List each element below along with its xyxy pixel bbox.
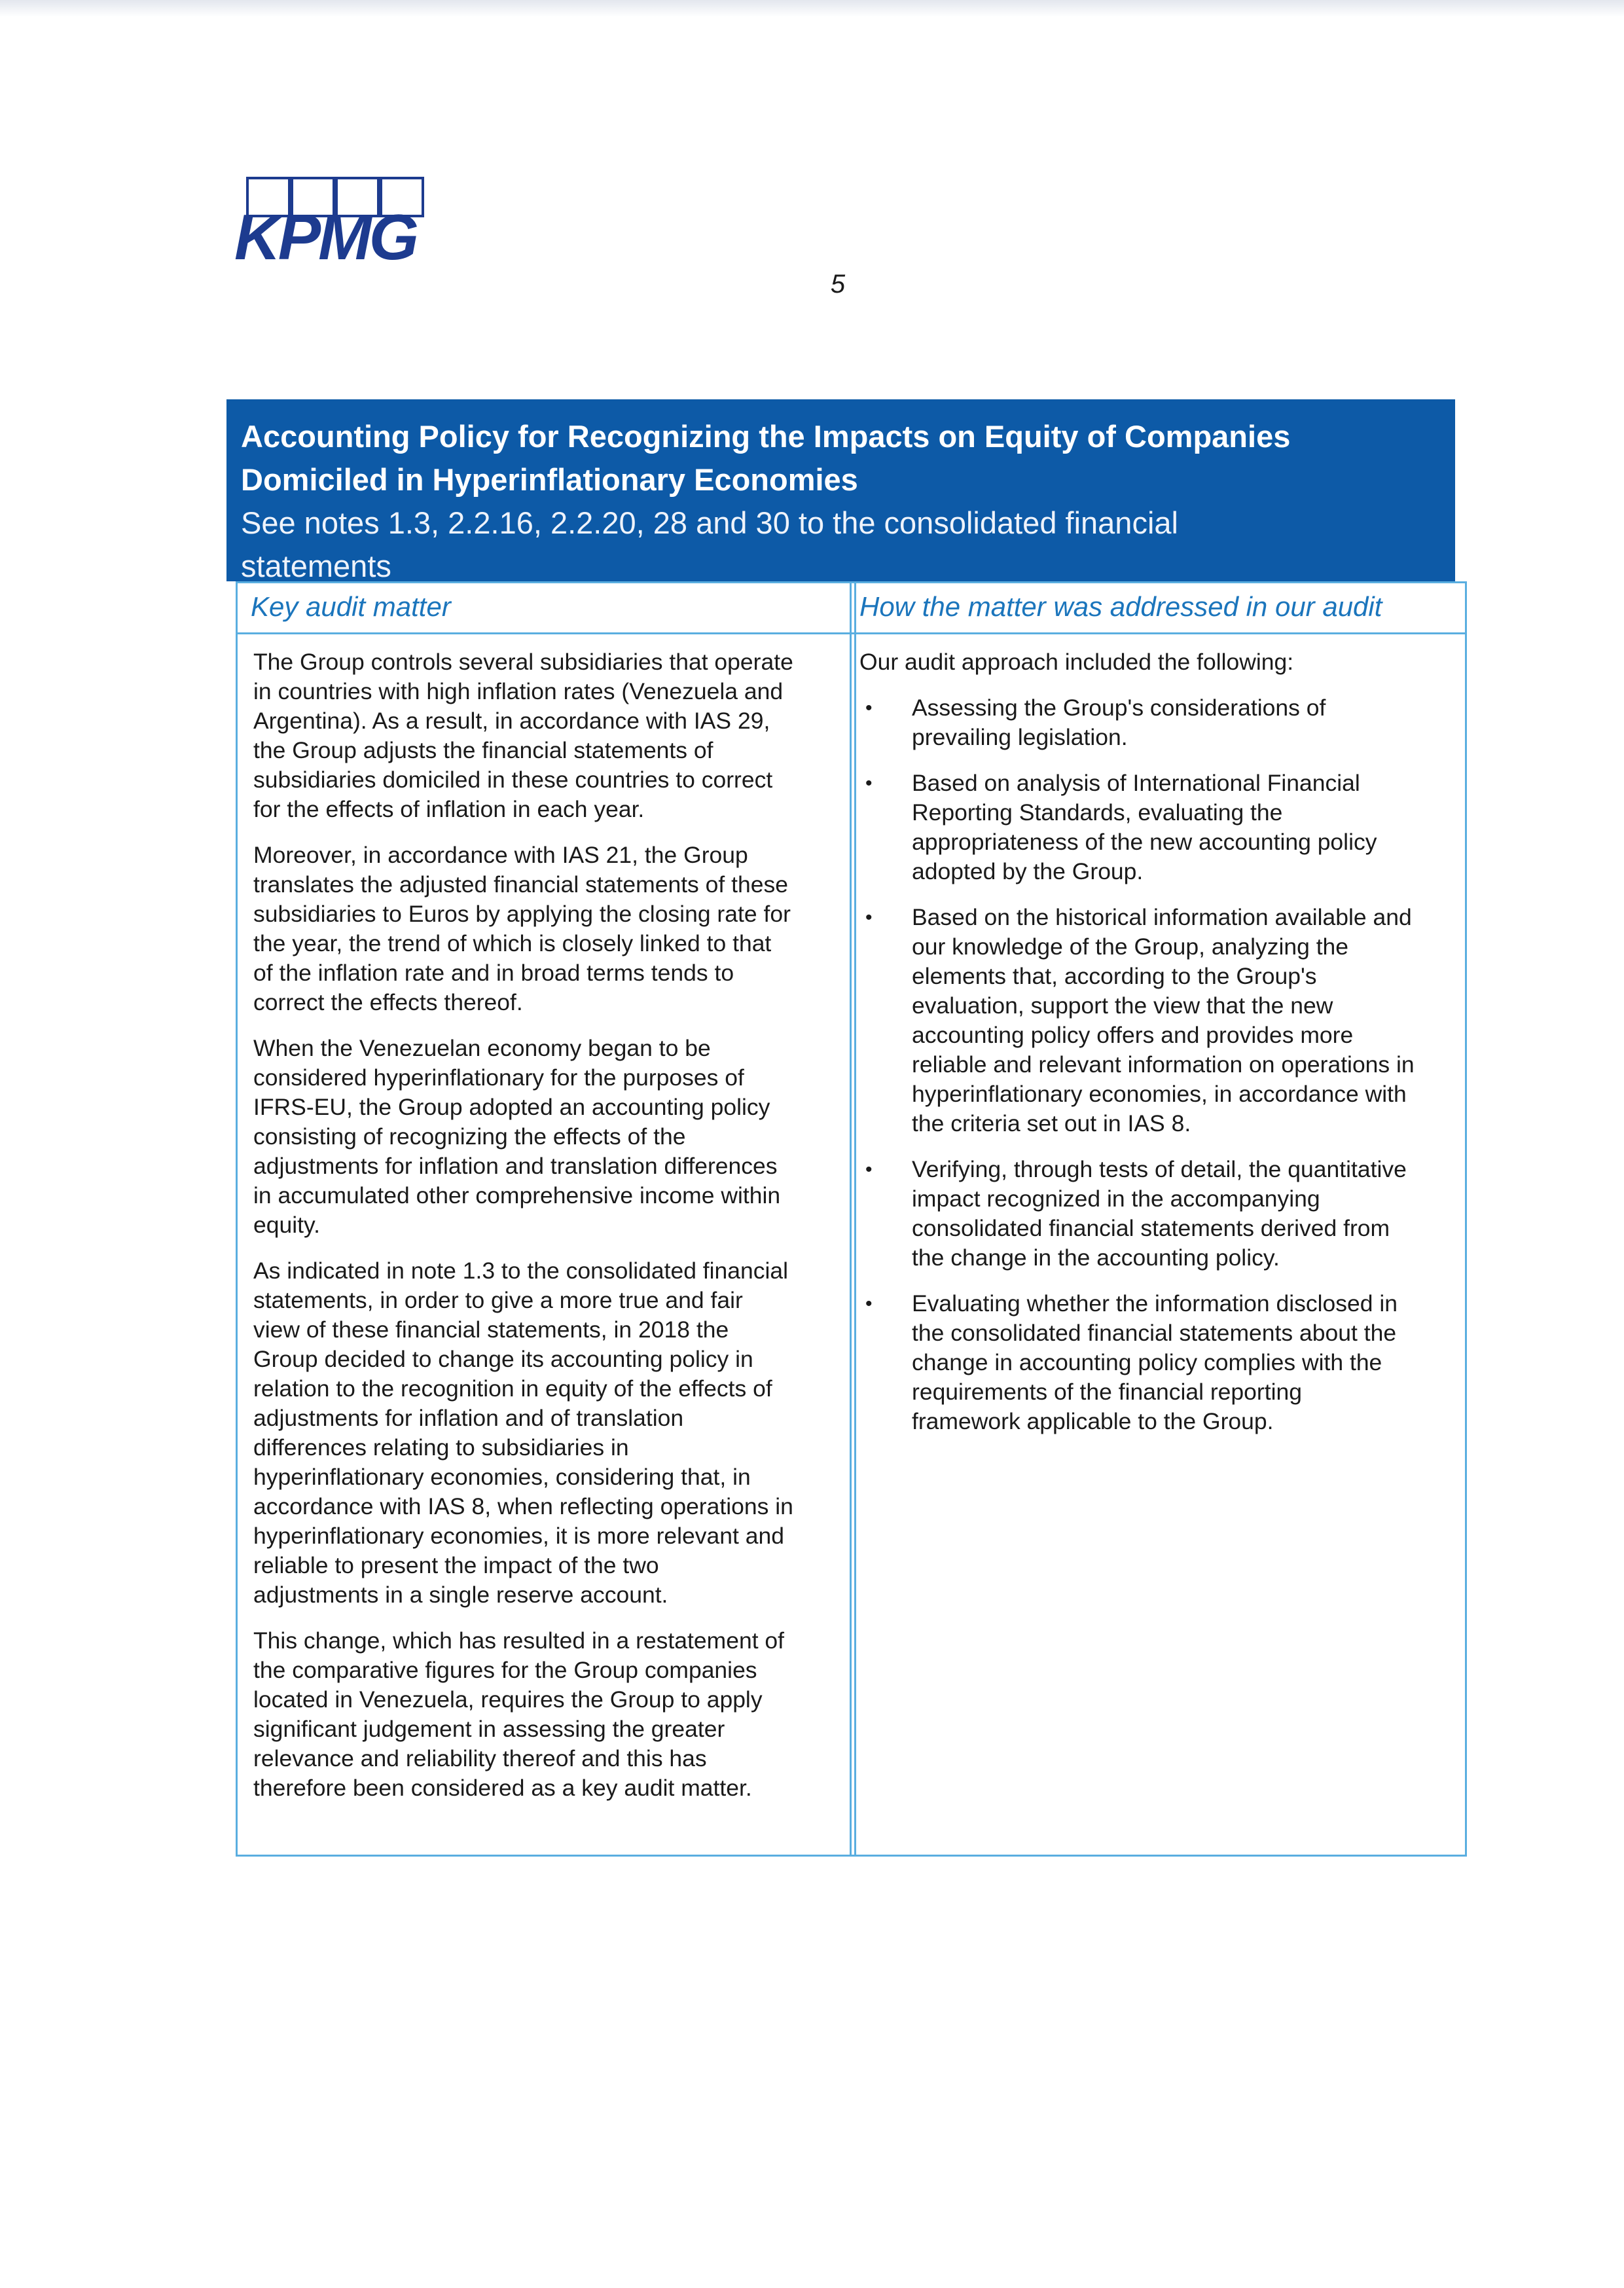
section-banner: [226, 399, 1455, 581]
text-line: in countries with high inflation rates (Venezuela and: [253, 678, 784, 704]
text-line: reliable to present the impact of the two: [253, 1552, 659, 1578]
text-line: equity.: [253, 1212, 320, 1238]
banner-subtitle-line: statements: [241, 549, 391, 583]
kpmg-logo: [234, 175, 444, 267]
audit-procedure-item: [859, 693, 1456, 752]
key-audit-matter-paragraph: [253, 1626, 840, 1803]
text-line: significant judgement in assessing the greater: [253, 1716, 725, 1742]
key-audit-matter-paragraph: [253, 841, 840, 1017]
audit-response-header: How the matter was addressed in our audit: [852, 583, 1465, 634]
text-line: Reporting Standards, evaluating the: [912, 799, 1283, 826]
text-line: relation to the recognition in equity of the effects of: [253, 1375, 772, 1402]
scan-top-edge: [0, 0, 1624, 17]
audit-response-body: [852, 634, 1465, 1436]
text-line: adopted by the Group.: [912, 858, 1144, 884]
text-line: our knowledge of the Group, analyzing the: [912, 934, 1349, 960]
text-line: considered hyperinflationary for the purposes of: [253, 1064, 744, 1091]
bullet-icon: •: [865, 1293, 873, 1315]
audit-procedures-list: [859, 693, 1456, 1436]
text-line: Moreover, in accordance with IAS 21, the Group: [253, 842, 748, 868]
text-line: differences relating to subsidiaries in: [253, 1434, 629, 1461]
text-line: the year, the trend of which is closely linked to that: [253, 930, 772, 956]
text-line: Group decided to change its accounting policy in: [253, 1346, 753, 1372]
text-line: Verifying, through tests of detail, the quantitative: [912, 1156, 1407, 1182]
text-line: Argentina). As a result, in accordance with IAS 29,: [253, 708, 770, 734]
text-line: adjustments for inflation and translation differences: [253, 1153, 778, 1179]
banner-subtitle-line: See notes 1.3, 2.2.16, 2.2.20, 28 and 30 to the consolidated financial: [241, 505, 1178, 540]
audit-procedure-item: [859, 1289, 1456, 1436]
text-line: When the Venezuelan economy began to be: [253, 1035, 711, 1061]
text-line: the comparative figures for the Group companies: [253, 1657, 757, 1683]
key-audit-matter-body: [238, 634, 854, 1803]
kpmg-logo-icon: [234, 175, 444, 267]
text-line: hyperinflationary economies, it is more relevant and: [253, 1523, 784, 1549]
text-line: appropriateness of the new accounting policy: [912, 829, 1377, 855]
text-line: change in accounting policy complies with the: [912, 1349, 1382, 1375]
key-audit-matter-paragraph: [253, 1034, 840, 1240]
text-line: accounting policy offers and provides more: [912, 1022, 1354, 1048]
text-line: evaluation, support the view that the new: [912, 992, 1333, 1019]
text-line: translates the adjusted financial statements of these: [253, 871, 788, 898]
text-line: hyperinflationary economies, considering that, in: [253, 1464, 751, 1490]
text-line: consolidated financial statements derived from: [912, 1215, 1390, 1241]
audit-approach-intro: Our audit approach included the following:: [859, 649, 1294, 675]
text-line: reliable and relevant information on operations in: [912, 1051, 1415, 1078]
text-line: Based on analysis of International Financial: [912, 770, 1360, 796]
text-line: relevance and reliability thereof and this has: [253, 1745, 707, 1771]
audit-procedure-item: [859, 769, 1456, 886]
text-line: elements that, according to the Group's: [912, 963, 1317, 989]
audit-procedure-item: [859, 903, 1456, 1138]
text-line: adjustments for inflation and of translation: [253, 1405, 684, 1431]
text-line: therefore been considered as a key audit matter.: [253, 1775, 752, 1801]
key-audit-matter-header: Key audit matter: [238, 583, 854, 634]
text-line: Assessing the Group's considerations of: [912, 695, 1326, 721]
text-line: subsidiaries domiciled in these countries to correct: [253, 767, 773, 793]
bullet-icon: •: [865, 907, 873, 928]
text-line: consisting of recognizing the effects of the: [253, 1123, 686, 1150]
text-line: requirements of the financial reporting: [912, 1379, 1302, 1405]
text-line: view of these financial statements, in 2018 the: [253, 1317, 729, 1343]
text-line: As indicated in note 1.3 to the consolidated financial: [253, 1258, 789, 1284]
text-line: the Group adjusts the financial statements of: [253, 737, 713, 763]
text-line: accordance with IAS 8, when reflecting operations in: [253, 1493, 793, 1519]
text-line: prevailing legislation.: [912, 724, 1128, 750]
text-line: Based on the historical information available and: [912, 904, 1412, 930]
audit-procedure-item: [859, 1155, 1456, 1273]
text-line: impact recognized in the accompanying: [912, 1186, 1320, 1212]
text-line: the consolidated financial statements about the: [912, 1320, 1397, 1346]
text-line: correct the effects thereof.: [253, 989, 523, 1015]
text-line: IFRS-EU, the Group adopted an accounting policy: [253, 1094, 770, 1120]
text-line: framework applicable to the Group.: [912, 1408, 1274, 1434]
page-number: 5: [830, 270, 846, 299]
text-line: adjustments in a single reserve account.: [253, 1582, 668, 1608]
text-line: the change in the accounting policy.: [912, 1244, 1280, 1271]
key-audit-matter-paragraph: [253, 1256, 840, 1610]
banner-title-line: Domiciled in Hyperinflationary Economies: [241, 462, 858, 497]
bullet-icon: •: [865, 1159, 873, 1180]
audit-matter-table: [226, 581, 1455, 1851]
banner-title-line: Accounting Policy for Recognizing the Impacts on Equity of Companies: [241, 419, 1291, 454]
text-line: of the inflation rate and in broad terms tends to: [253, 960, 734, 986]
text-line: subsidiaries to Euros by applying the closing rate for: [253, 901, 791, 927]
text-line: located in Venezuela, requires the Group to apply: [253, 1686, 763, 1713]
text-line: for the effects of inflation in each year.: [253, 796, 645, 822]
bullet-icon: •: [865, 697, 873, 719]
kpmg-logo-text: KPMG: [234, 201, 416, 267]
text-line: hyperinflationary economies, in accordance with: [912, 1081, 1407, 1107]
text-line: statements, in order to give a more true and fair: [253, 1287, 743, 1313]
key-audit-matter-column: [236, 581, 856, 1857]
text-line: in accumulated other comprehensive income within: [253, 1182, 781, 1208]
key-audit-matter-paragraph: [253, 647, 840, 824]
text-line: This change, which has resulted in a restatement of: [253, 1627, 785, 1654]
audit-response-column: [850, 581, 1467, 1857]
bullet-icon: •: [865, 772, 873, 794]
text-line: The Group controls several subsidiaries that operate: [253, 649, 793, 675]
text-line: Evaluating whether the information disclosed in: [912, 1290, 1398, 1317]
text-line: the criteria set out in IAS 8.: [912, 1110, 1191, 1136]
